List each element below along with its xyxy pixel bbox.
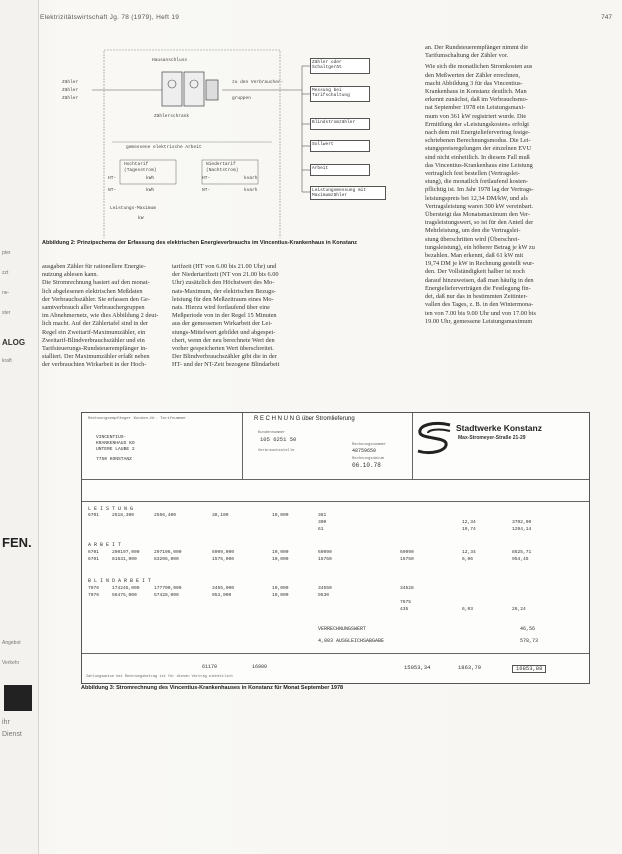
edge-fragment: zzt: [2, 270, 9, 276]
text-line: aus der gemessenen Wirkarbeit der Lei-: [172, 320, 273, 328]
bill-cell: 83206,000: [154, 557, 179, 562]
diagram-label: Niedertarif: [206, 162, 236, 167]
figure-caption: Abbildung 3: Stromrechnung des Vincentius-Krankenhauses in Konstanz für Monat September 1978: [81, 685, 344, 691]
text-line: nats-Maximum, der elektrischen Bezugs-: [172, 287, 276, 295]
diagram-label: NT-: [202, 188, 211, 193]
bill-cell: 10,000: [272, 593, 289, 598]
text-line: Die Stromrechnung basiert auf den monat-: [42, 279, 150, 287]
text-line: chert, wenn der neu berechnete Wert den: [172, 336, 275, 344]
text-line: Tarifumschaltung der Zähler vor.: [425, 52, 509, 60]
edge-fragment: ALOG: [2, 338, 26, 347]
bill-rule: [242, 413, 243, 479]
text-line: Übersteigt das Monatsmaximum den Ver-: [425, 211, 531, 219]
edge-fragment: Angebot: [2, 640, 21, 646]
text-line: samtverbrauch aller Verbrauchergruppen: [42, 304, 145, 312]
diagram-box: Messung bei Tarifschaltung: [310, 86, 370, 102]
diagram-label: gemessene elektrische Arbeit: [126, 145, 202, 150]
metering-diagram: [42, 42, 417, 238]
bill-cell: 10,000: [272, 586, 289, 591]
edge-fragment: ster: [2, 310, 11, 316]
text-column-3: [425, 44, 587, 326]
text-line: Meßperiode von in der Regel 15 Minuten: [172, 312, 277, 320]
bill-cell: 10,000: [272, 513, 289, 518]
bill-grand-total: 16853,88: [512, 665, 546, 673]
bill-label: Rechnungsnummer: [352, 443, 387, 447]
bill-customer-line: UNTERE LAUBE 2: [96, 447, 135, 452]
bill-verrechnung: VERRECHNUNGSWERT: [318, 626, 367, 632]
bill-label: Verbrauchsstelle: [258, 449, 295, 453]
text-line: Energielieferverträgen die Festlegung fin-: [425, 284, 531, 292]
bill-ausgleich-value: 578,73: [520, 638, 539, 644]
stadtwerke-logo-icon: [414, 419, 454, 457]
text-line: Krankenhaus in Konstanz deutlich. Man: [425, 88, 527, 96]
text-line: tungsleistung), ein höherer Betrag je kW zu: [425, 243, 535, 251]
diagram-label: zu den Verbraucher-: [232, 80, 284, 85]
diagram-label: Zähler: [62, 88, 79, 93]
text-line: nats. Hierzu wird fortlaufend über eine: [172, 304, 270, 312]
text-line: 19.00 Uhr, gemessene Leistungsmaximum: [425, 317, 533, 325]
bill-cell: 69090: [400, 550, 414, 555]
diagram-box: Sollwert: [310, 140, 370, 152]
edge-fragment: Dienst: [2, 731, 22, 738]
bill-cell: 9530: [318, 593, 330, 598]
edge-fragment: pter: [2, 250, 11, 256]
text-line: nat September 1978 ein Leistungsmaxi-: [425, 104, 526, 112]
diagram-box: Arbeit: [310, 164, 370, 176]
bill-cell: 26,24: [512, 607, 526, 612]
text-line: der Verbrauchszähler. Sie erfassen den Ge-: [42, 295, 150, 303]
text-line: Mehrleistung, um den die Vertragslei-: [425, 227, 521, 235]
text-line: der verbrauchten Wirkarbeit in der Hoch-: [42, 361, 147, 369]
text-line: stung), die monatlich fortlaufend kosten-: [425, 178, 528, 186]
diagram-label: HT-: [108, 176, 117, 181]
diagram-label: Zähler: [62, 96, 79, 101]
adjacent-page-edge: [0, 0, 39, 854]
diagram-label: HT-: [202, 176, 211, 181]
text-line: Zweitarif-Blindverbrauchszähler und ein: [42, 336, 145, 344]
diagram-label: (Nachtstrom): [206, 168, 239, 173]
bill-customer-line: VINCENTIUS-: [96, 435, 127, 440]
bill-kundennummer: 105 6251 50: [260, 436, 297, 443]
edge-fragment: ihr: [2, 719, 10, 726]
bill-cell: 6701: [88, 513, 100, 518]
diagram-label: kW: [138, 216, 144, 221]
bill-cell: 81631,000: [112, 557, 137, 562]
bill-cell: 12,34: [462, 550, 476, 555]
bill-cell: 56475,000: [112, 593, 137, 598]
bill-total: 1863,79: [458, 664, 482, 671]
bill-customer-line: KRANKENHAUS KO: [96, 441, 135, 446]
text-line: den Meßwerten der Zähler errechnen,: [425, 71, 520, 79]
text-line: HT- und der NT-Zeit bezogene Blindarbeit: [172, 361, 280, 369]
bill-rechnungsnummer: 48759650: [352, 448, 377, 454]
bill-cell: 15750: [400, 557, 414, 562]
text-line: Ermittlung der »Leistungskosten« erfolgt: [425, 120, 530, 128]
bill-cell: 19,74: [462, 527, 476, 532]
bill-cell: 6701: [88, 557, 100, 562]
bill-cell: 2518,300: [112, 513, 135, 518]
bill-customer-line: 7750 KONSTANZ: [96, 457, 132, 462]
edge-fragment: FEN.: [2, 535, 32, 550]
edge-logo-block: [4, 685, 32, 711]
text-line: mum von 361 kW registriert wurde. Die: [425, 112, 527, 120]
text-line: Regel ein Zweitarif-Maximumzähler, ein: [42, 328, 146, 336]
bill-cell: 174245,000: [112, 586, 140, 591]
text-line: vorher gespeicherten Wert überschreitet.: [172, 345, 274, 353]
text-line: an. Der Rundsteuerempfänger nimmt die: [425, 44, 528, 51]
bill-cell: 435: [400, 607, 409, 612]
text-line: Wie sich die monatlichen Stromkosten aus: [425, 63, 533, 71]
bill-cell: 7675: [400, 600, 412, 605]
bill-cell: 10,000: [272, 557, 289, 562]
bill-rule: [82, 501, 589, 502]
text-line: schriebenen Berechnungsmodus. Die Lei-: [425, 137, 531, 145]
bill-cell: 34550: [318, 586, 332, 591]
diagram-label: Zählerschrank: [154, 114, 190, 119]
bill-cell: 1575,000: [212, 557, 235, 562]
text-line: ausgaben Zähler für rationellere Energie-: [42, 263, 146, 270]
bill-cell: 1204,14: [512, 527, 532, 532]
text-line: im Abnehmernetz, wie dies Abbildung 2 deut-: [42, 312, 159, 320]
figure-caption: Abbildung 2: Prinzipschema der Erfassung des elektrischen Energieverbrauchs im Vincentius-Krankenhaus in Konstanz: [42, 240, 358, 246]
text-line: tragsleistungswert, so ist für den Anteil der: [425, 219, 534, 227]
bill-verrechnung-value: 46,56: [520, 626, 536, 632]
diagram-label: Hochtarif: [124, 162, 149, 167]
bill-cell: 290197,000: [112, 550, 140, 555]
bill-section: A R B E I T: [88, 542, 122, 548]
bill-cell: 61: [318, 527, 324, 532]
diagram-label: NT-: [108, 188, 117, 193]
diagram-label: kvarh: [244, 188, 258, 193]
bill-cell: 953,000: [212, 593, 232, 598]
text-column-1: [42, 263, 162, 370]
bill-cell: 177700,000: [154, 586, 182, 591]
diagram-box: Leistungsmessung mit Maximumzähler: [310, 186, 386, 200]
text-line: das Vincentius-Krankenhaus eine Leistung: [425, 161, 533, 169]
text-line: Der Blindverbrauchszähler gibt die in der: [172, 353, 277, 361]
diagram-label: (Tagesstrom): [124, 168, 157, 173]
bill-cell: 57428,000: [154, 593, 179, 598]
bill-cell: 7076: [88, 586, 100, 591]
text-line: ten von 7.00 bis 9.00 Uhr und von 17.00 bis: [425, 309, 536, 317]
bill-rule: [412, 413, 413, 479]
bill-cell: 69090: [318, 550, 332, 555]
text-line: stungs-Mittelwert gebildet und abgespei-: [172, 328, 276, 336]
running-header: Elektrizitätswirtschaft Jg. 78 (1979), Heft 19: [40, 14, 180, 21]
text-line: leistungspreis bei 12,34 DM/kW, und als: [425, 194, 528, 202]
page-number: 747: [601, 14, 612, 21]
bill-rule: [82, 653, 589, 654]
bill-cell: 6,03: [462, 607, 474, 612]
text-line: nutzung ablesen kann.: [42, 271, 99, 279]
bill-cell: 3455,000: [212, 586, 235, 591]
company-address: Max-Stromeyer-Straße 21-29: [458, 435, 526, 441]
diagram-label: gruppen: [232, 96, 251, 101]
text-line: Tarifsteuerungs-Rundsteuerempfänger in-: [42, 345, 148, 353]
bill-cell: 300: [318, 520, 327, 525]
diagram-label: Leistungs-Maximum: [110, 206, 156, 211]
text-line: 19,74 DM je kW in Rechnung gestellt wur-: [425, 260, 535, 268]
edge-fragment: Verkehr: [2, 660, 20, 666]
diagram-box: Zähler oder Schaltgerät: [310, 58, 370, 74]
text-line: vertraglich fest bestellen (Vertragslei-: [425, 170, 520, 178]
bill-label: Kundennummer: [258, 431, 286, 435]
diagram-box: Blindstromzähler: [310, 118, 370, 130]
bill-cell: 297106,000: [154, 550, 182, 555]
text-line: der Niedertarifzeit (NT von 21.00 bis 6.00: [172, 271, 279, 279]
text-line: det, daß nur das in bestimmten Zeitinter-: [425, 293, 528, 301]
bill-section: B L I N D A R B E I T: [88, 578, 152, 584]
bill-cell: 12,34: [462, 520, 476, 525]
bill-section: L E I S T U N G: [88, 506, 134, 512]
text-line: stalliert. Der Maximumzähler erfaßt neben: [42, 353, 150, 361]
text-line: Vertragsleistung waren 300 kW vereinbart.: [425, 202, 534, 210]
bill-title: R E C H N U N G über Stromlieferung: [254, 416, 355, 422]
bill-cell: 2556,400: [154, 513, 177, 518]
bill-cell: 6701: [88, 550, 100, 555]
bill-cell: 8525,71: [512, 550, 532, 555]
edge-fragment: kraft: [2, 358, 12, 364]
bill-cell: 38,100: [212, 513, 229, 518]
text-line: lich abgelesenen elektrischen Meßdaten: [42, 287, 143, 295]
text-line: lich macht. Auf der Zählertafel sind in der: [42, 320, 148, 328]
bill-cell: 954,45: [512, 557, 529, 562]
bill-label: Rechnungsdatum: [352, 457, 384, 461]
bill-ausgleich: 4,003 AUSGLEICHSABGABE: [318, 638, 385, 644]
text-line: bezahlen. Man erkennt, daß 61 kW mit: [425, 252, 524, 260]
bill-cell: 3702,00: [512, 520, 532, 525]
text-line: stung überschritten wird (Überschrei-: [425, 235, 520, 243]
bill-footer-value: 61170: [202, 664, 218, 670]
text-line: erkennt zunächst, daß im Verbrauchsmo-: [425, 96, 528, 104]
bill-cell: 15750: [318, 557, 332, 562]
text-line: sind nicht einheitlich. In diesem Fall muß: [425, 153, 530, 161]
bill-rule: [82, 479, 589, 480]
text-line: vallen des Tages, z. B. in den Wintermona-: [425, 301, 534, 309]
edge-fragment: ne-: [2, 290, 10, 296]
bill-cell: 381: [318, 513, 327, 518]
diagram-label: Hausanschluss: [152, 58, 188, 63]
bill-cell: 6909,000: [212, 550, 235, 555]
bill-footer-note: Zahlungsweise bei Rechnungsbetrag ist für diesen Vertrag einheitlich: [86, 675, 233, 679]
text-line: leistung für den Meßzeitraum eines Mo-: [172, 295, 274, 303]
text-column-2: [172, 263, 292, 370]
bill-customer-header: Rechnungsempfänger Kunden-Nr. Tarifnummer: [88, 417, 187, 421]
bill-cell: 7076: [88, 593, 100, 598]
text-line: nach dem mit Energieliefervertrag festge-: [425, 129, 531, 137]
bill-footer-value: 16900: [252, 664, 268, 670]
bill-rechnungsdatum: 06.10.78: [352, 462, 381, 469]
diagram-label: Zähler: [62, 80, 79, 85]
text-line: darauf hinzuweisen, daß man häufig in den: [425, 276, 534, 284]
diagram-label: kWh: [146, 176, 155, 181]
text-line: den. Der Vollständigkeit halber ist noch: [425, 268, 525, 276]
electricity-bill: [81, 412, 590, 684]
bill-cell: 34528: [400, 586, 414, 591]
company-name: Stadtwerke Konstanz: [456, 423, 542, 433]
text-line: Uhr) zusätzlich den Höchstwert des Mo-: [172, 279, 275, 287]
text-line: pflichtig ist. Im Jahr 1978 lag der Vertrags-: [425, 186, 534, 194]
bill-cell: 10,000: [272, 550, 289, 555]
bill-cell: 6,06: [462, 557, 474, 562]
diagram-label: kWh: [146, 188, 155, 193]
text-line: stungspreisregelungen der einzelnen EVU: [425, 145, 532, 153]
diagram-label: kvarh: [244, 176, 258, 181]
text-line: macht Abbildung 3 für das Vincentius-: [425, 79, 523, 87]
bill-total: 15053,34: [404, 664, 431, 671]
text-line: tarifzeit (HT von 6.00 bis 21.00 Uhr) und: [172, 263, 277, 270]
